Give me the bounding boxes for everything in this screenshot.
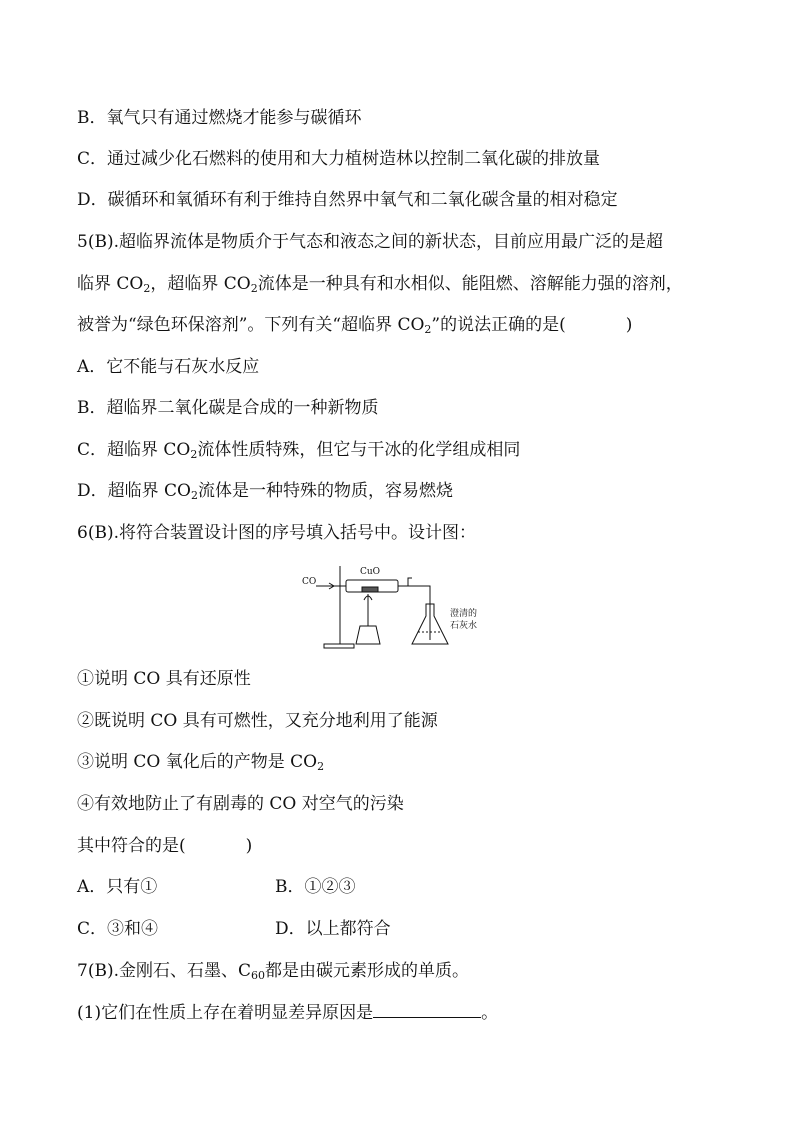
q4-option-b: B．氧气只有通过燃烧才能参与碳循环 bbox=[77, 108, 362, 128]
q5-option-b: B．超临界二氧化碳是合成的一种新物质 bbox=[77, 398, 379, 418]
q7-stem: 7(B).金刚石、石墨、$C_{60}$都是由碳元素形成的单质。 bbox=[77, 961, 469, 982]
apparatus-svg bbox=[300, 560, 500, 656]
q6-item-4: ④有效地防止了有剧毒的 CO 对空气的污染 bbox=[77, 794, 404, 814]
side-branch bbox=[408, 578, 412, 586]
cuo-sample bbox=[362, 587, 378, 592]
q6-item-2: ②既说明 CO 具有可燃性，又充分地利用了能源 bbox=[77, 711, 438, 731]
q5-option-c: C．超临界 $CO_2$流体性质特殊，但它与干冰的化学组成相同 bbox=[77, 440, 521, 461]
q4-option-c: C．通过减少化石燃料的使用和大力植树造林以控制二氧化碳的排放量 bbox=[77, 149, 601, 169]
limewater-label-2: 石灰水 bbox=[450, 621, 478, 631]
q6-option-c: C．③和④ bbox=[77, 919, 159, 939]
alcohol-lamp bbox=[356, 626, 380, 644]
q5-stem-line3: 被誉为“绿色环保溶剂”。下列有关“超临界 $CO_2$”的说法正确的是( ) bbox=[77, 315, 633, 336]
limewater-label-1: 澄清的 bbox=[450, 609, 478, 619]
q5-option-a: A．它不能与石灰水反应 bbox=[77, 357, 260, 377]
q5-stem-line1: 5(B).超临界流体是物质介于气态和液态之间的新状态，目前应用最广泛的是超 bbox=[77, 232, 663, 252]
q6-stem: 6(B).将符合装置设计图的序号填入括号中。设计图： bbox=[77, 523, 476, 543]
q6-item-3: ③说明 CO 氧化后的产物是 $CO_2$ bbox=[77, 752, 325, 773]
q6-item-1: ①说明 CO 具有还原性 bbox=[77, 669, 251, 689]
apparatus-diagram bbox=[300, 560, 500, 656]
answer-underline[interactable] bbox=[373, 1002, 481, 1018]
q5-stem-line2: 临界 $CO_2$，超临界 $CO_2$流体是一种具有和水相似、能阻燃、溶解能力强的溶剂， bbox=[77, 274, 683, 295]
q6-option-b: B．①②③ bbox=[275, 877, 356, 897]
q4-option-d: D．碳循环和氧循环有利于维持自然界中氧气和二氧化碳含量的相对稳定 bbox=[77, 190, 618, 210]
outlet-tube bbox=[398, 586, 430, 604]
q6-prompt: 其中符合的是( ) bbox=[77, 836, 253, 856]
stand-base bbox=[324, 644, 354, 648]
q6-option-a: A．只有① bbox=[77, 877, 158, 897]
q7-part-1: (1)它们在性质上存在着明显差异原因是 。 bbox=[77, 1003, 499, 1023]
cuo-label: CuO bbox=[360, 567, 381, 577]
co-label: CO bbox=[302, 577, 317, 587]
q6-option-d: D．以上都符合 bbox=[275, 919, 391, 939]
q5-option-d: D．超临界 $CO_2$流体是一种特殊的物质，容易燃烧 bbox=[77, 481, 453, 502]
